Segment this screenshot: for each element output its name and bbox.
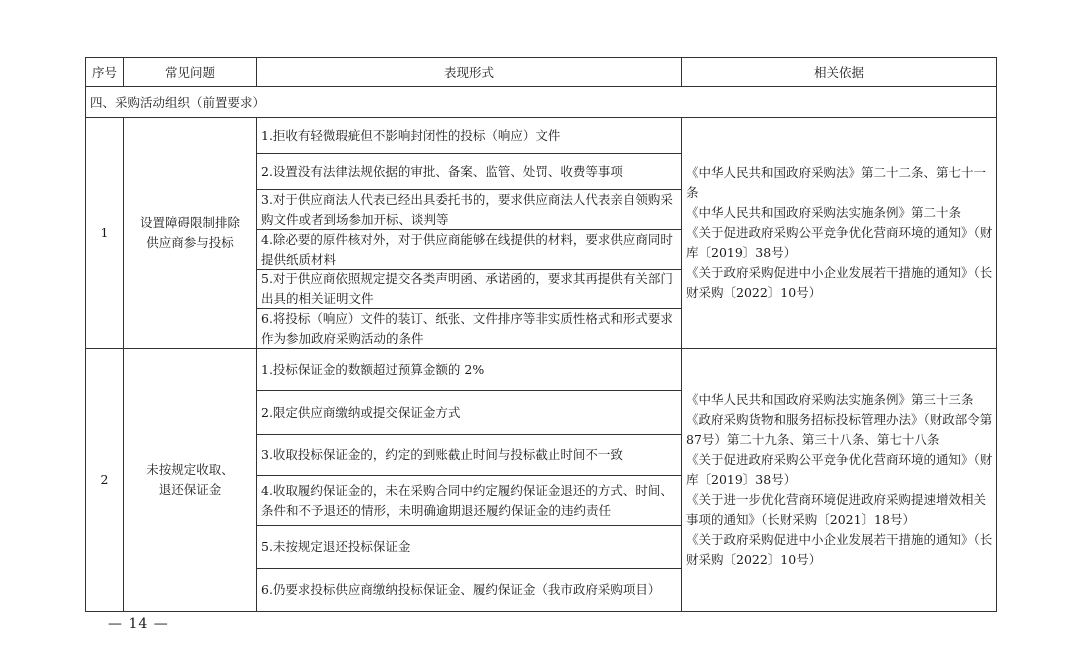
- basis-line: 《中华人民共和国政府采购法》第二十二条、第七十一条: [686, 165, 987, 200]
- table-row: [86, 349, 997, 612]
- form-item: 6.仍要求投标供应商缴纳投标保证金、履约保证金（我市政府采购项目）: [261, 582, 661, 597]
- row-number: 1: [86, 118, 124, 349]
- form-item: 2.设置没有法律法规依据的审批、备案、监管、处罚、收费等事项: [257, 154, 681, 190]
- form-item: 5.对于供应商依照规定提交各类声明函、承诺函的，要求其再提供有关部门出具的相关证明文件: [257, 270, 681, 309]
- header-forms: 表现形式: [257, 58, 682, 87]
- basis-line: 《关于政府采购促进中小企业发展若干措施的通知》（长财采购〔2022〕10号）: [686, 532, 993, 567]
- row-forms: [257, 349, 682, 612]
- row-number: 2: [86, 349, 124, 612]
- form-item: 5.未按规定退还投标保证金: [257, 526, 681, 569]
- row-basis: [682, 349, 997, 612]
- question-line: 供应商参与投标: [146, 235, 234, 250]
- form-item: 4.除必要的原件核对外，对于供应商能够在线提供的材料，要求供应商同时提供纸质材料: [257, 230, 681, 270]
- row-basis: [682, 118, 997, 349]
- form-item: 2.限定供应商缴纳或提交保证金方式: [257, 391, 681, 435]
- question-line: 未按规定收取、: [146, 462, 234, 477]
- header-basis: 相关依据: [682, 58, 997, 87]
- basis-line: 《关于促进政府采购公平竞争优化营商环境的通知》（财库〔2019〕38号）: [686, 225, 993, 260]
- document-table-wrapper: [85, 57, 996, 612]
- section-row: [86, 87, 997, 118]
- header-number: 序号: [86, 58, 124, 87]
- form-item: 3.对于供应商法人代表已经出具委托书的，要求供应商法人代表亲自领购采购文件或者到场参加开标、谈判等: [257, 190, 681, 230]
- basis-line: 《中华人民共和国政府采购法实施条例》第三十三条: [686, 392, 974, 407]
- section-title: 四、采购活动组织（前置要求）: [86, 87, 997, 118]
- header-row: [86, 58, 997, 87]
- row-question: [124, 118, 257, 349]
- basis-line: 《政府采购货物和服务招标投标管理办法》（财政部令第87号）第二十九条、第三十八条、第七十八条: [686, 412, 993, 447]
- form-item: 4.收取履约保证金的，未在采购合同中约定履约保证金退还的方式、时间、条件和不予退还的情形，未明确逾期退还履约保证金的违约责任: [257, 476, 681, 526]
- basis-line: 《关于促进政府采购公平竞争优化营商环境的通知》（财库〔2019〕38号）: [686, 452, 993, 487]
- form-item: 1.投标保证金的数额超过预算金额的 2%: [257, 349, 681, 391]
- form-item: 1.拒收有轻微瑕疵但不影响封闭性的投标（响应）文件: [257, 118, 681, 154]
- question-line: 退还保证金: [158, 482, 222, 497]
- question-line: 设置障碍限制排除: [139, 215, 240, 230]
- table-row: [86, 118, 997, 349]
- basis-line: 《中华人民共和国政府采购法实施条例》第二十条: [686, 205, 962, 220]
- header-question: 常见问题: [124, 58, 257, 87]
- row-question: [124, 349, 257, 612]
- page-number: — 14 —: [108, 616, 169, 632]
- basis-line: 《关于进一步优化营商环境促进政府采购提速增效相关事项的通知》（长财采购〔2021〕18号）: [686, 492, 987, 527]
- issues-table: [85, 57, 997, 612]
- basis-line: 《关于政府采购促进中小企业发展若干措施的通知》（长财采购〔2022〕10号）: [686, 265, 993, 300]
- row-forms: [257, 118, 682, 349]
- form-item: 6.将投标（响应）文件的装订、纸张、文件排序等非实质性格式和形式要求作为参加政府采购活动的条件: [261, 310, 673, 346]
- form-item: 3.收取投标保证金的，约定的到账截止时间与投标截止时间不一致: [257, 435, 681, 476]
